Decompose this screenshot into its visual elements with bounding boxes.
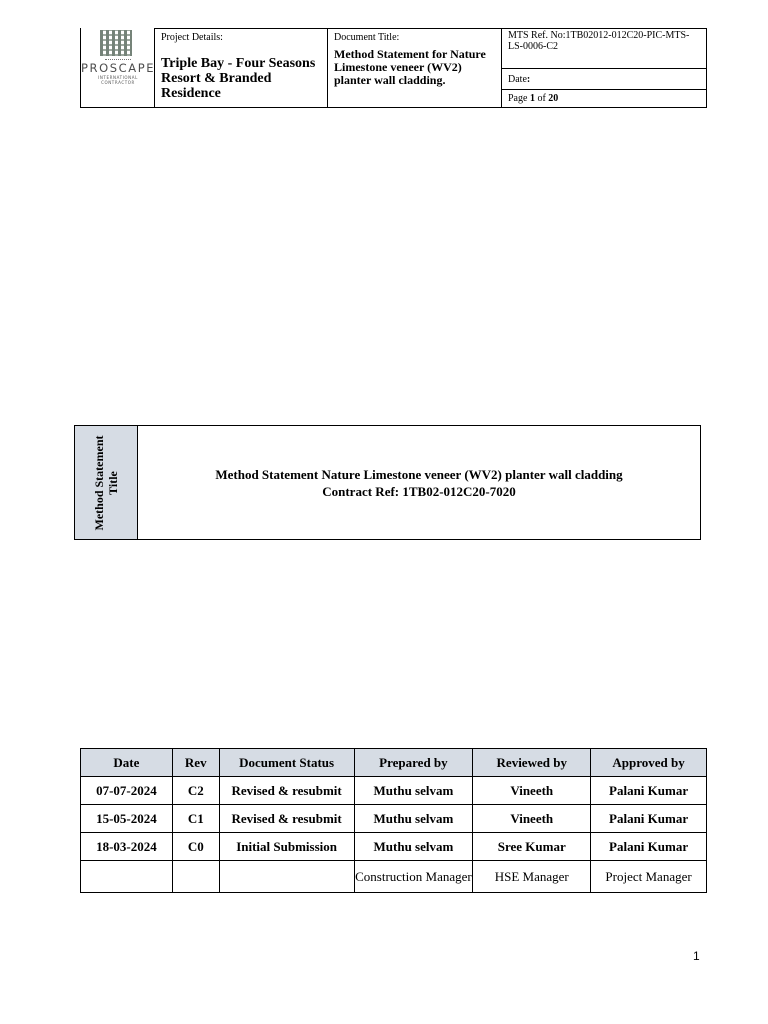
role-cell: Project Manager [591, 861, 707, 893]
role-cell: Construction Manager [354, 861, 473, 893]
table-cell: Vineeth [473, 777, 591, 805]
date-colon: : [526, 73, 531, 85]
column-header: Reviewed by [473, 749, 591, 777]
method-statement-title: Method Statement Nature Limestone veneer (WV2) planter wall cladding [215, 466, 623, 482]
table-cell: 07-07-2024 [81, 777, 173, 805]
table-cell: C1 [172, 805, 219, 833]
page-indicator: Page 1 of 20 [508, 93, 559, 104]
date-label: Date [508, 73, 527, 85]
table-cell: C2 [172, 777, 219, 805]
logo-mark-icon [100, 30, 132, 56]
document-meta [502, 28, 706, 107]
table-cell: Palani Kumar [591, 777, 707, 805]
column-header: Document Status [219, 749, 354, 777]
table-cell: Revised & resubmit [219, 805, 354, 833]
title-content [138, 426, 700, 539]
page-current: 1 [529, 93, 535, 104]
table-row [81, 833, 707, 861]
table-cell: Vineeth [473, 805, 591, 833]
table-cell: 18-03-2024 [81, 833, 173, 861]
column-header: Approved by [591, 749, 707, 777]
side-label: Method Statement Title [92, 435, 120, 530]
table-cell [219, 861, 354, 893]
column-header: Prepared by [354, 749, 473, 777]
table-cell: Palani Kumar [591, 805, 707, 833]
project-name: Triple Bay - Four Seasons Resort & Branded Residence [161, 56, 316, 101]
page-total: 20 [548, 93, 559, 104]
document-title: Method Statement for Nature Limestone veneer (WV2) planter wall cladding. [334, 47, 486, 87]
project-details-cell [155, 28, 328, 107]
document-header [80, 28, 707, 108]
table-cell [81, 861, 173, 893]
logo-tagline: INTERNATIONAL CONTRACTOR [98, 75, 138, 85]
table-cell: Sree Kumar [473, 833, 591, 861]
project-details-label: Project Details: [161, 32, 223, 43]
table-cell: Initial Submission [219, 833, 354, 861]
role-cell: HSE Manager [473, 861, 591, 893]
table-row [81, 777, 707, 805]
column-header: Rev [172, 749, 219, 777]
table-row [81, 805, 707, 833]
table-cell: Revised & resubmit [219, 777, 354, 805]
mts-reference: MTS Ref. No:1TB02012-012C20-PIC-MTS-LS-0006-C2 [502, 29, 706, 69]
role-row [81, 861, 707, 893]
logo-wordmark: PROSCAPE [81, 61, 156, 75]
table-cell: 15-05-2024 [81, 805, 173, 833]
table-cell: C0 [172, 833, 219, 861]
page-number: 1 [693, 949, 700, 963]
side-label-cell [75, 426, 138, 539]
column-header: Date [81, 749, 173, 777]
date-field [502, 69, 706, 90]
table-cell [172, 861, 219, 893]
company-logo [81, 28, 155, 107]
document-title-label: Document Title: [334, 32, 400, 43]
table-cell: Muthu selvam [354, 805, 473, 833]
revision-table [80, 748, 707, 893]
table-cell: Palani Kumar [591, 833, 707, 861]
contract-reference: Contract Ref: 1TB02-012C20-7020 [322, 483, 516, 499]
table-cell: Muthu selvam [354, 777, 473, 805]
table-header-row [81, 749, 707, 777]
method-statement-title-box [74, 425, 701, 540]
table-cell: Muthu selvam [354, 833, 473, 861]
document-title-cell [328, 28, 502, 107]
